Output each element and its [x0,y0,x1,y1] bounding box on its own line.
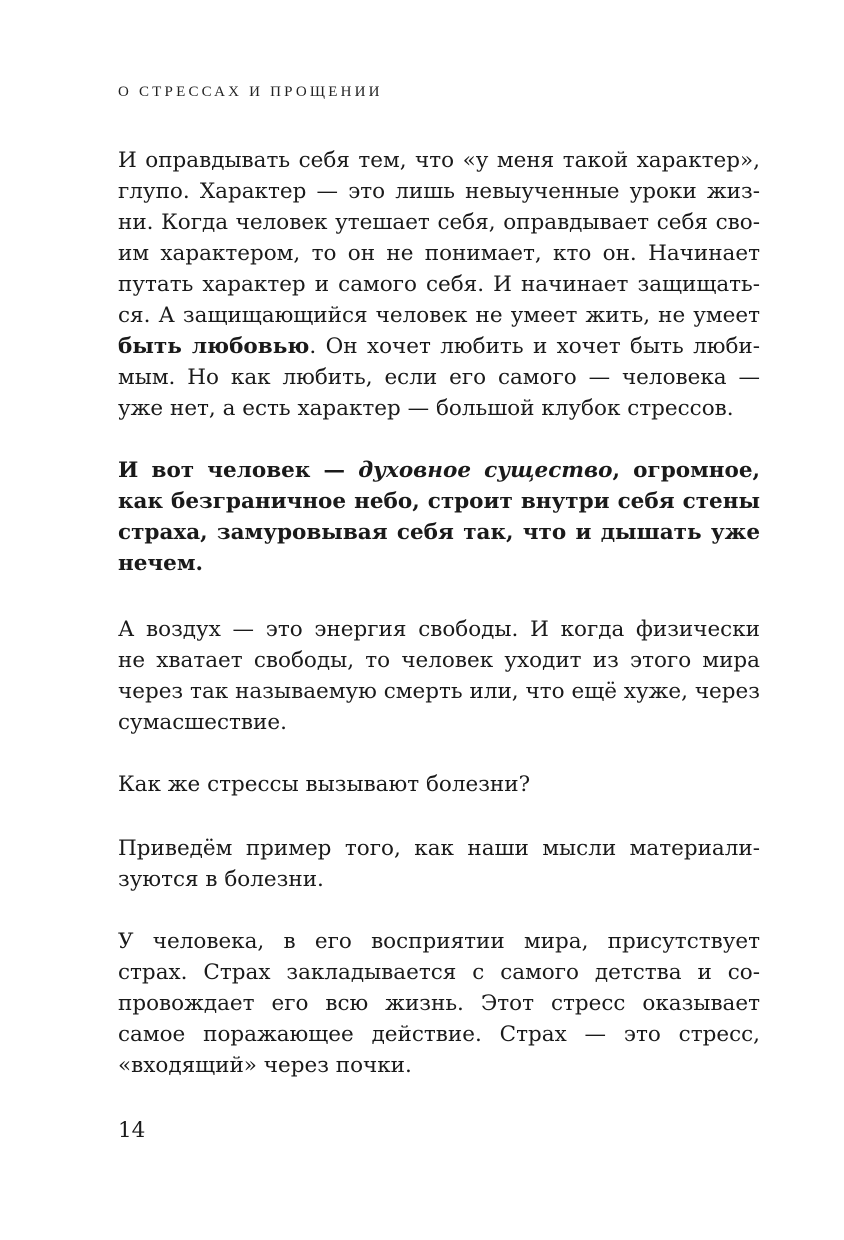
text-line: зуются в болезни. [118,867,324,892]
bold-phrase: быть любовью [118,334,310,359]
text-line: самое поражающее действие. Страх — это стресс, [118,1022,760,1047]
text-line: ни. Когда человек утешает себя, оправдывает себя сво- [118,210,760,235]
text-line: сумасшествие. [118,710,287,735]
text-line: страха, замуровывая себя так, что и дышать уже [118,520,760,545]
text-line: У человека, в его восприятии мира, присутствует [118,929,760,954]
running-title: О СТРЕССАХ И ПРОЩЕНИИ [118,84,383,100]
italic-phrase: духовное существо [358,458,613,483]
text-line: провождает его всю жизнь. Этот стресс оказывает [118,991,760,1016]
paragraph-2-bold [118,455,760,579]
text-line-mixed [118,331,760,362]
text-line: не хватает свободы, то человек уходит из этого мира [118,648,760,673]
text-line: «входящий» через почки. [118,1053,412,1078]
text-line: нечем. [118,551,203,576]
text-line: ся. А защищающийся человек не умеет жить, не умеет [118,303,760,328]
text-line: И оправдывать себя тем, что «у меня такой характер», [118,148,760,173]
paragraph-5 [118,833,760,895]
text-line: страх. Страх закладывается с самого детства и со- [118,960,760,985]
text-line: А воздух — это энергия свободы. И когда физически [118,617,760,642]
text-line: путать характер и самого себя. И начинает защищать- [118,272,760,297]
text-line: Как же стрессы вызывают болезни? [118,772,531,797]
text-line: глупо. Характер — это лишь невыученные уроки жиз- [118,179,760,204]
text-fragment: И вот человек — [118,458,359,483]
paragraph-4 [118,769,760,800]
text-line: им характером, то он не понимает, кто он. Начинает [118,241,760,266]
text-line: Приведём пример того, как наши мысли материали- [118,836,760,861]
paragraph-6 [118,926,760,1081]
text-fragment: , огромное, [612,458,760,483]
paragraph-1 [118,145,760,424]
text-line: уже нет, а есть характер — большой клубок стрессов. [118,396,734,421]
paragraph-3 [118,614,760,738]
text-fragment: . Он хочет любить и хочет быть люби- [309,334,760,359]
text-line-mixed [118,455,760,486]
page-number: 14 [118,1118,146,1143]
text-line: через так называемую смерть или, что ещё хуже, через [118,679,760,704]
text-line: мым. Но как любить, если его самого — человека — [118,365,760,390]
text-line: как безграничное небо, строит внутри себя стены [118,489,760,514]
